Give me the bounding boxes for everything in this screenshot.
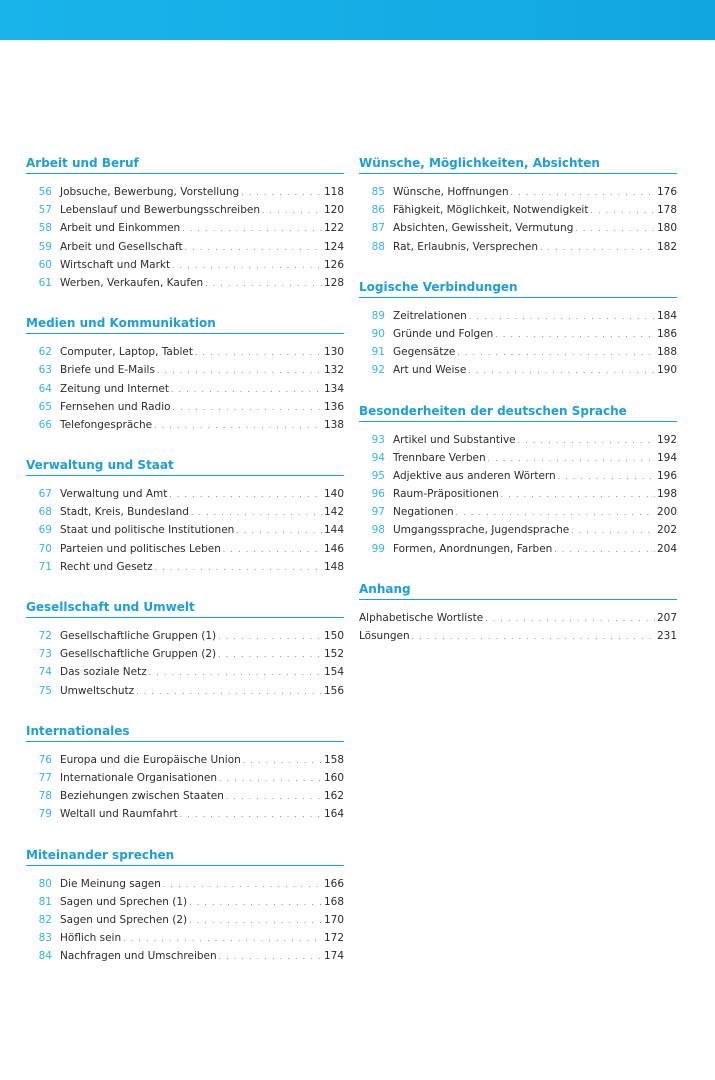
dot-leader	[157, 362, 322, 380]
page-number: 164	[323, 808, 344, 821]
chapter-number: 84	[38, 950, 52, 963]
chapter-number: 71	[38, 560, 52, 573]
header-color-bar	[0, 0, 715, 40]
chapter-number: 66	[38, 418, 52, 431]
dot-leader	[173, 399, 322, 417]
toc-entry[interactable]	[26, 929, 344, 947]
chapter-number: 89	[371, 309, 385, 322]
toc-entry[interactable]	[359, 201, 677, 219]
dot-leader	[218, 628, 322, 646]
dot-leader	[191, 504, 322, 522]
dot-leader	[243, 752, 322, 770]
chapter-title: Trennbare Verben	[393, 451, 486, 464]
chapter-number: 65	[38, 400, 52, 413]
dot-leader	[136, 683, 322, 701]
chapter-number: 80	[38, 877, 52, 890]
page-number: 192	[656, 433, 677, 446]
chapter-number: 81	[38, 895, 52, 908]
chapter-title: Sagen und Sprechen (1)	[60, 895, 188, 908]
page-number: 140	[323, 488, 344, 501]
chapter-title: Weltall und Raumfahrt	[60, 808, 178, 821]
toc-entry[interactable]	[359, 219, 677, 237]
chapter-number: 92	[371, 364, 385, 377]
chapter-title: Wirtschaft und Markt	[60, 258, 171, 271]
dot-leader	[488, 450, 655, 468]
chapter-number: 96	[371, 488, 385, 501]
page-number: 186	[656, 327, 677, 340]
chapter-title: Arbeit und Einkommen	[60, 222, 181, 235]
chapter-title: Rat, Erlaubnis, Versprechen	[393, 240, 539, 253]
dot-leader	[501, 486, 655, 504]
toc-entry[interactable]	[26, 380, 344, 398]
toc-entry[interactable]	[26, 238, 344, 256]
section-title: Medien und Kommunikation	[26, 316, 344, 334]
page-number: 194	[656, 451, 677, 464]
page-number: 120	[323, 204, 344, 217]
chapter-title: Arbeit und Gesellschaft	[60, 240, 183, 253]
toc-entry[interactable]	[26, 911, 344, 929]
chapter-title: Nachfragen und Umschreiben	[60, 950, 217, 963]
chapter-number: 73	[38, 648, 52, 661]
dot-leader	[123, 930, 322, 948]
chapter-number: 61	[38, 276, 52, 289]
chapter-title: Gründe und Folgen	[393, 327, 494, 340]
toc-entry[interactable]	[26, 663, 344, 681]
dot-leader	[195, 344, 322, 362]
toc-entry[interactable]	[359, 467, 677, 485]
chapter-title: Sagen und Sprechen (2)	[60, 913, 188, 926]
toc-entry[interactable]	[359, 361, 677, 379]
toc-entry[interactable]	[26, 875, 344, 893]
dot-leader	[495, 326, 655, 344]
dot-leader	[575, 220, 655, 238]
chapter-number: 77	[38, 771, 52, 784]
page-number: 142	[323, 506, 344, 519]
toc-entry[interactable]	[359, 307, 677, 325]
chapter-number: 91	[371, 346, 385, 359]
chapter-number: 97	[371, 506, 385, 519]
section-title: Gesellschaft und Umwelt	[26, 600, 344, 618]
toc-entry[interactable]	[26, 540, 344, 558]
toc-entry[interactable]	[26, 645, 344, 663]
chapter-title: Absichten, Gewissheit, Vermutung	[393, 222, 574, 235]
page-number: 184	[656, 309, 677, 322]
toc-entry[interactable]	[359, 627, 677, 645]
chapter-number: 83	[38, 932, 52, 945]
chapter-title: Fernsehen und Radio	[60, 400, 171, 413]
chapter-title: Umweltschutz	[60, 684, 135, 697]
toc-entry[interactable]	[26, 627, 344, 645]
chapter-number: 88	[371, 240, 385, 253]
page-number: 150	[323, 630, 344, 642]
toc-entry[interactable]	[26, 682, 344, 700]
toc-entry[interactable]	[359, 325, 677, 343]
dot-leader	[469, 308, 655, 326]
dot-leader	[468, 362, 655, 380]
chapter-number: 60	[38, 258, 52, 271]
toc-entry[interactable]	[26, 201, 344, 219]
toc-entry[interactable]	[359, 521, 677, 539]
dot-leader	[457, 344, 655, 362]
dot-leader	[590, 202, 654, 220]
section-title: Internationales	[26, 724, 344, 742]
page-number: 180	[656, 222, 677, 235]
dot-leader	[262, 202, 322, 220]
toc-entry[interactable]	[359, 540, 677, 558]
page-number: 118	[323, 186, 344, 198]
page-number: 168	[323, 895, 344, 908]
section-title: Miteinander sprechen	[26, 848, 344, 866]
toc-entry[interactable]	[26, 219, 344, 237]
page-number: 124	[323, 240, 344, 253]
dot-leader	[219, 948, 322, 966]
page-number: 146	[323, 542, 344, 555]
toc-entry[interactable]	[359, 449, 677, 467]
page-number: 144	[323, 524, 344, 537]
page-number: 132	[323, 364, 344, 377]
toc-entry[interactable]	[26, 274, 344, 292]
chapter-title: Internationale Organisationen	[60, 771, 218, 784]
toc-entry[interactable]	[26, 503, 344, 521]
toc-entry[interactable]	[26, 751, 344, 769]
page-number: 156	[323, 684, 344, 697]
chapter-number: 99	[371, 542, 385, 555]
chapter-title: Formen, Anordnungen, Farben	[393, 542, 553, 555]
page-number: 204	[656, 542, 677, 555]
page-number: 122	[323, 222, 344, 235]
chapter-number: 95	[371, 469, 385, 482]
toc-section-anhang	[359, 582, 677, 645]
chapter-number: 56	[38, 186, 52, 198]
page-number: 200	[656, 506, 677, 519]
toc-entry[interactable]	[26, 398, 344, 416]
section-title: Anhang	[359, 582, 677, 600]
chapter-number: 79	[38, 808, 52, 821]
chapter-number: 64	[38, 382, 52, 395]
toc-entry[interactable]	[26, 256, 344, 274]
dot-leader	[218, 646, 322, 664]
page-number: 231	[656, 630, 677, 642]
chapter-title: Parteien und politisches Leben	[60, 542, 221, 555]
toc-section-wuensche-moeglichkeiten-absichten	[359, 156, 677, 256]
chapter-number: 63	[38, 364, 52, 377]
chapter-title: Höflich sein	[60, 932, 122, 945]
dot-leader	[169, 486, 322, 504]
chapter-title: Recht und Gesetz	[60, 560, 153, 573]
toc-left-column	[26, 156, 344, 989]
section-title: Logische Verbindungen	[359, 280, 677, 298]
chapter-number: 68	[38, 506, 52, 519]
dot-leader	[155, 559, 322, 577]
chapter-number: 72	[38, 630, 52, 642]
toc-entry[interactable]	[26, 183, 344, 201]
dot-leader	[241, 184, 322, 202]
toc-entry[interactable]	[359, 503, 677, 521]
chapter-number: 98	[371, 524, 385, 537]
page-number: 126	[323, 258, 344, 271]
chapter-number: 57	[38, 204, 52, 217]
toc-entry[interactable]	[26, 558, 344, 576]
chapter-title: Werben, Verkaufen, Kaufen	[60, 276, 204, 289]
toc-entry[interactable]	[359, 343, 677, 361]
page-number: 134	[323, 382, 344, 395]
dot-leader	[223, 541, 322, 559]
chapter-number: 67	[38, 488, 52, 501]
dot-leader	[554, 541, 655, 559]
dot-leader	[236, 522, 322, 540]
chapter-title: Telefongespräche	[60, 418, 153, 431]
dot-leader	[412, 628, 655, 646]
page-number: 188	[656, 346, 677, 359]
chapter-title: Europa und die Europäische Union	[60, 753, 241, 766]
chapter-title: Beziehungen zwischen Staaten	[60, 790, 224, 803]
dot-leader	[185, 239, 322, 257]
chapter-number: 86	[371, 204, 385, 217]
chapter-title: Raum-Präpositionen	[393, 488, 499, 501]
dot-leader	[226, 788, 322, 806]
page-number: 130	[323, 346, 344, 359]
chapter-title: Fähigkeit, Möglichkeit, Notwendigkeit	[393, 204, 589, 217]
dot-leader	[149, 664, 322, 682]
chapter-title: Staat und politische Institutionen	[60, 524, 235, 537]
toc-entry[interactable]	[26, 361, 344, 379]
chapter-title: Gesellschaftliche Gruppen (1)	[60, 630, 217, 642]
page-number: 136	[323, 400, 344, 413]
toc-section-medien-und-kommunikation	[26, 316, 344, 434]
toc-entry[interactable]	[26, 769, 344, 787]
toc-entry[interactable]	[26, 893, 344, 911]
chapter-title: Das soziale Netz	[60, 666, 147, 679]
chapter-number: 75	[38, 684, 52, 697]
chapter-title: Stadt, Kreis, Bundesland	[60, 506, 189, 519]
page-number: 160	[323, 771, 344, 784]
toc-section-miteinander-sprechen	[26, 848, 344, 966]
chapter-title: Lebenslauf und Bewerbungsschreiben	[60, 204, 261, 217]
chapter-title: Briefe und E-Mails	[60, 364, 155, 377]
page-number: 128	[323, 276, 344, 289]
dot-leader	[163, 876, 322, 894]
dot-leader	[485, 610, 655, 628]
chapter-title: Adjektive aus anderen Wörtern	[393, 469, 556, 482]
page-number: 138	[323, 418, 344, 431]
chapter-number: 82	[38, 913, 52, 926]
section-title: Besonderheiten der deutschen Sprache	[359, 404, 677, 422]
dot-leader	[171, 381, 322, 399]
toc-section-logische-verbindungen	[359, 280, 677, 380]
page-number: 158	[323, 753, 344, 766]
section-title: Wünsche, Möglichkeiten, Absichten	[359, 156, 677, 174]
chapter-title: Negationen	[393, 506, 454, 519]
chapter-title: Wünsche, Hoffnungen	[393, 186, 509, 198]
dot-leader	[180, 806, 322, 824]
dot-leader	[205, 275, 322, 293]
chapter-number: 70	[38, 542, 52, 555]
chapter-number: 78	[38, 790, 52, 803]
dot-leader	[540, 239, 655, 257]
chapter-title: Zeitrelationen	[393, 309, 467, 322]
dot-leader	[571, 522, 655, 540]
page-number: 152	[323, 648, 344, 661]
chapter-title: Lösungen	[359, 630, 410, 642]
chapter-number: 90	[371, 327, 385, 340]
dot-leader	[518, 432, 655, 450]
chapter-title: Jobsuche, Bewerbung, Vorstellung	[60, 186, 240, 198]
toc-entry[interactable]	[26, 805, 344, 823]
toc-section-gesellschaft-und-umwelt	[26, 600, 344, 700]
toc-entry[interactable]	[359, 238, 677, 256]
page-number: 198	[656, 488, 677, 501]
chapter-number: 59	[38, 240, 52, 253]
dot-leader	[219, 770, 322, 788]
page-number: 202	[656, 524, 677, 537]
toc-section-besonderheiten-der-deutschen-sprache	[359, 404, 677, 558]
chapter-number: 74	[38, 666, 52, 679]
page-number: 196	[656, 469, 677, 482]
chapter-title: Verwaltung und Amt	[60, 488, 168, 501]
dot-leader	[182, 220, 322, 238]
chapter-number: 94	[371, 451, 385, 464]
toc-entry[interactable]	[26, 343, 344, 361]
chapter-title: Computer, Laptop, Tablet	[60, 346, 193, 359]
page-number: 154	[323, 666, 344, 679]
toc-entry[interactable]	[359, 183, 677, 201]
page-number: 166	[323, 877, 344, 890]
page-number: 176	[656, 186, 677, 198]
dot-leader	[172, 257, 322, 275]
toc-entry[interactable]	[26, 521, 344, 539]
page-number: 182	[656, 240, 677, 253]
chapter-number: 93	[371, 433, 385, 446]
chapter-number: 76	[38, 753, 52, 766]
toc-entry[interactable]	[359, 431, 677, 449]
toc-section-internationales	[26, 724, 344, 824]
toc-entry[interactable]	[359, 485, 677, 503]
dot-leader	[189, 894, 322, 912]
dot-leader	[511, 184, 655, 202]
page-number: 162	[323, 790, 344, 803]
toc-section-verwaltung-und-staat	[26, 458, 344, 576]
page-number: 207	[656, 611, 677, 624]
toc-entry[interactable]	[26, 787, 344, 805]
toc-entry[interactable]	[26, 416, 344, 434]
toc-entry[interactable]	[26, 947, 344, 965]
chapter-title: Artikel und Substantive	[393, 433, 516, 446]
page-number: 170	[323, 913, 344, 926]
chapter-number: 85	[371, 186, 385, 198]
toc-section-arbeit-und-beruf	[26, 156, 344, 292]
toc-entry[interactable]	[26, 485, 344, 503]
chapter-title: Gesellschaftliche Gruppen (2)	[60, 648, 217, 661]
dot-leader	[154, 417, 322, 435]
toc-right-column	[359, 156, 677, 669]
chapter-title: Art und Weise	[393, 364, 467, 377]
page-number: 148	[323, 560, 344, 573]
page-number: 190	[656, 364, 677, 377]
chapter-title: Zeitung und Internet	[60, 382, 170, 395]
chapter-title: Alphabetische Wortliste	[359, 611, 484, 624]
section-title: Verwaltung und Staat	[26, 458, 344, 476]
chapter-number: 87	[371, 222, 385, 235]
dot-leader	[189, 912, 322, 930]
toc-entry[interactable]	[359, 609, 677, 627]
chapter-title: Die Meinung sagen	[60, 877, 161, 890]
page-number: 174	[323, 950, 344, 963]
page-number: 178	[656, 204, 677, 217]
dot-leader	[558, 468, 655, 486]
page-number: 172	[323, 932, 344, 945]
chapter-number: 69	[38, 524, 52, 537]
dot-leader	[456, 504, 655, 522]
chapter-title: Gegensätze	[393, 346, 456, 359]
chapter-number: 62	[38, 346, 52, 359]
section-title: Arbeit und Beruf	[26, 156, 344, 174]
chapter-title: Umgangssprache, Jugendsprache	[393, 524, 570, 537]
chapter-number: 58	[38, 222, 52, 235]
